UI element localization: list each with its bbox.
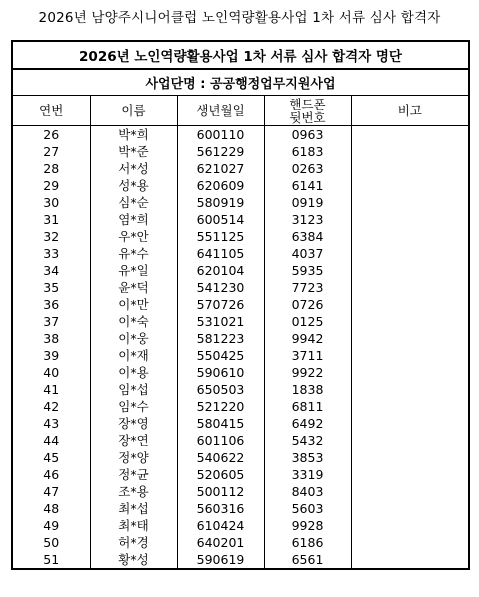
cell-birth: 550425 — [177, 347, 264, 364]
cell-no: 34 — [12, 262, 90, 279]
cell-phone: 0125 — [264, 313, 351, 330]
cell-birth: 650503 — [177, 381, 264, 398]
cell-phone: 6186 — [264, 534, 351, 551]
cell-birth: 620609 — [177, 177, 264, 194]
cell-phone: 3711 — [264, 347, 351, 364]
cell-no: 44 — [12, 432, 90, 449]
cell-name: 윤*덕 — [90, 279, 177, 296]
cell-birth: 581223 — [177, 330, 264, 347]
cell-no: 51 — [12, 551, 90, 569]
cell-phone: 4037 — [264, 245, 351, 262]
cell-name: 서*성 — [90, 160, 177, 177]
cell-no: 32 — [12, 228, 90, 245]
cell-name: 박*희 — [90, 126, 177, 144]
cell-phone: 5603 — [264, 500, 351, 517]
cell-no: 28 — [12, 160, 90, 177]
cell-note — [351, 551, 469, 569]
cell-name: 염*희 — [90, 211, 177, 228]
cell-no: 39 — [12, 347, 90, 364]
table-row — [12, 466, 469, 483]
table-row — [12, 211, 469, 228]
cell-name: 이*만 — [90, 296, 177, 313]
cell-name: 장*연 — [90, 432, 177, 449]
cell-phone: 5432 — [264, 432, 351, 449]
cell-birth: 560316 — [177, 500, 264, 517]
cell-phone: 0919 — [264, 194, 351, 211]
cell-name: 이*숙 — [90, 313, 177, 330]
cell-name: 정*균 — [90, 466, 177, 483]
cell-phone: 6811 — [264, 398, 351, 415]
header-name: 이름 — [90, 96, 177, 126]
cell-note — [351, 313, 469, 330]
cell-name: 이*용 — [90, 364, 177, 381]
cell-birth: 551125 — [177, 228, 264, 245]
table-row — [12, 245, 469, 262]
table-row — [12, 534, 469, 551]
cell-no: 45 — [12, 449, 90, 466]
cell-no: 31 — [12, 211, 90, 228]
table-row — [12, 228, 469, 245]
cell-note — [351, 296, 469, 313]
cell-note — [351, 466, 469, 483]
cell-no: 40 — [12, 364, 90, 381]
table-row — [12, 432, 469, 449]
table-row — [12, 330, 469, 347]
cell-name: 황*성 — [90, 551, 177, 569]
table-body — [12, 126, 469, 570]
cell-phone: 3853 — [264, 449, 351, 466]
cell-note — [351, 347, 469, 364]
cell-name: 우*안 — [90, 228, 177, 245]
table-row — [12, 364, 469, 381]
cell-note — [351, 483, 469, 500]
table-row — [12, 177, 469, 194]
cell-no: 29 — [12, 177, 90, 194]
project-name: 사업단명 : 공공행정업무지원사업 — [12, 69, 469, 96]
table-row — [12, 517, 469, 534]
cell-name: 박*준 — [90, 143, 177, 160]
cell-birth: 531021 — [177, 313, 264, 330]
cell-note — [351, 279, 469, 296]
cell-name: 장*영 — [90, 415, 177, 432]
cell-name: 성*용 — [90, 177, 177, 194]
cell-phone: 1838 — [264, 381, 351, 398]
cell-note — [351, 534, 469, 551]
cell-name: 조*용 — [90, 483, 177, 500]
cell-note — [351, 500, 469, 517]
cell-birth: 600110 — [177, 126, 264, 144]
cell-note — [351, 143, 469, 160]
cell-phone: 0963 — [264, 126, 351, 144]
cell-note — [351, 432, 469, 449]
column-header-row — [12, 96, 469, 126]
cell-birth: 621027 — [177, 160, 264, 177]
table-title: 2026년 노인역량활용사업 1차 서류 심사 합격자 명단 — [12, 41, 469, 69]
cell-phone: 0726 — [264, 296, 351, 313]
table-row — [12, 262, 469, 279]
table-row — [12, 313, 469, 330]
cell-birth: 610424 — [177, 517, 264, 534]
cell-no: 26 — [12, 126, 90, 144]
cell-note — [351, 211, 469, 228]
cell-note — [351, 330, 469, 347]
cell-no: 43 — [12, 415, 90, 432]
cell-no: 38 — [12, 330, 90, 347]
cell-birth: 600514 — [177, 211, 264, 228]
cell-note — [351, 160, 469, 177]
cell-birth: 520605 — [177, 466, 264, 483]
cell-name: 임*수 — [90, 398, 177, 415]
cell-phone: 8403 — [264, 483, 351, 500]
cell-note — [351, 245, 469, 262]
header-phone — [264, 96, 351, 126]
table-row — [12, 449, 469, 466]
cell-birth: 601106 — [177, 432, 264, 449]
cell-phone: 5935 — [264, 262, 351, 279]
cell-name: 이*재 — [90, 347, 177, 364]
table-row — [12, 500, 469, 517]
cell-no: 50 — [12, 534, 90, 551]
header-birth: 생년월일 — [177, 96, 264, 126]
cell-phone: 9942 — [264, 330, 351, 347]
cell-name: 이*웅 — [90, 330, 177, 347]
cell-birth: 580919 — [177, 194, 264, 211]
cell-phone: 6492 — [264, 415, 351, 432]
cell-birth: 540622 — [177, 449, 264, 466]
table-row — [12, 279, 469, 296]
cell-note — [351, 228, 469, 245]
cell-phone: 6561 — [264, 551, 351, 569]
cell-no: 27 — [12, 143, 90, 160]
cell-birth: 641105 — [177, 245, 264, 262]
cell-no: 42 — [12, 398, 90, 415]
cell-name: 최*섭 — [90, 500, 177, 517]
cell-note — [351, 381, 469, 398]
cell-phone: 6183 — [264, 143, 351, 160]
cell-phone: 0263 — [264, 160, 351, 177]
table-row — [12, 398, 469, 415]
header-phone-line2: 뒷번호 — [289, 109, 326, 125]
cell-name: 심*순 — [90, 194, 177, 211]
table-row — [12, 160, 469, 177]
cell-birth: 640201 — [177, 534, 264, 551]
cell-birth: 521220 — [177, 398, 264, 415]
cell-no: 37 — [12, 313, 90, 330]
cell-name: 허*경 — [90, 534, 177, 551]
cell-birth: 590619 — [177, 551, 264, 569]
table-row — [12, 347, 469, 364]
cell-note — [351, 398, 469, 415]
cell-note — [351, 517, 469, 534]
cell-birth: 590610 — [177, 364, 264, 381]
page-heading: 2026년 남양주시니어클럽 노인역량활용사업 1차 서류 심사 합격자 — [38, 10, 441, 26]
cell-phone: 6384 — [264, 228, 351, 245]
cell-no: 48 — [12, 500, 90, 517]
applicant-table — [11, 40, 470, 570]
cell-no: 41 — [12, 381, 90, 398]
cell-birth: 620104 — [177, 262, 264, 279]
table-row — [12, 483, 469, 500]
cell-name: 유*수 — [90, 245, 177, 262]
cell-note — [351, 126, 469, 144]
cell-birth: 570726 — [177, 296, 264, 313]
cell-name: 유*일 — [90, 262, 177, 279]
table-row — [12, 551, 469, 569]
cell-phone: 7723 — [264, 279, 351, 296]
cell-no: 35 — [12, 279, 90, 296]
table-row — [12, 415, 469, 432]
cell-note — [351, 449, 469, 466]
cell-note — [351, 415, 469, 432]
cell-phone: 3319 — [264, 466, 351, 483]
cell-name: 최*태 — [90, 517, 177, 534]
cell-note — [351, 364, 469, 381]
cell-no: 36 — [12, 296, 90, 313]
header-no: 연번 — [12, 96, 90, 126]
cell-note — [351, 194, 469, 211]
cell-birth: 580415 — [177, 415, 264, 432]
cell-phone: 9928 — [264, 517, 351, 534]
cell-no: 47 — [12, 483, 90, 500]
table-row — [12, 381, 469, 398]
cell-name: 정*양 — [90, 449, 177, 466]
cell-birth: 500112 — [177, 483, 264, 500]
cell-phone: 3123 — [264, 211, 351, 228]
cell-phone: 6141 — [264, 177, 351, 194]
table-row — [12, 296, 469, 313]
cell-phone: 9922 — [264, 364, 351, 381]
cell-birth: 561229 — [177, 143, 264, 160]
header-phone-line1: 핸드폰 — [289, 96, 326, 112]
cell-note — [351, 262, 469, 279]
cell-name: 임*섭 — [90, 381, 177, 398]
cell-no: 33 — [12, 245, 90, 262]
cell-no: 49 — [12, 517, 90, 534]
cell-no: 30 — [12, 194, 90, 211]
table-row — [12, 126, 469, 144]
table-row — [12, 143, 469, 160]
header-note: 비고 — [351, 96, 469, 126]
cell-note — [351, 177, 469, 194]
table-row — [12, 194, 469, 211]
cell-no: 46 — [12, 466, 90, 483]
cell-birth: 541230 — [177, 279, 264, 296]
